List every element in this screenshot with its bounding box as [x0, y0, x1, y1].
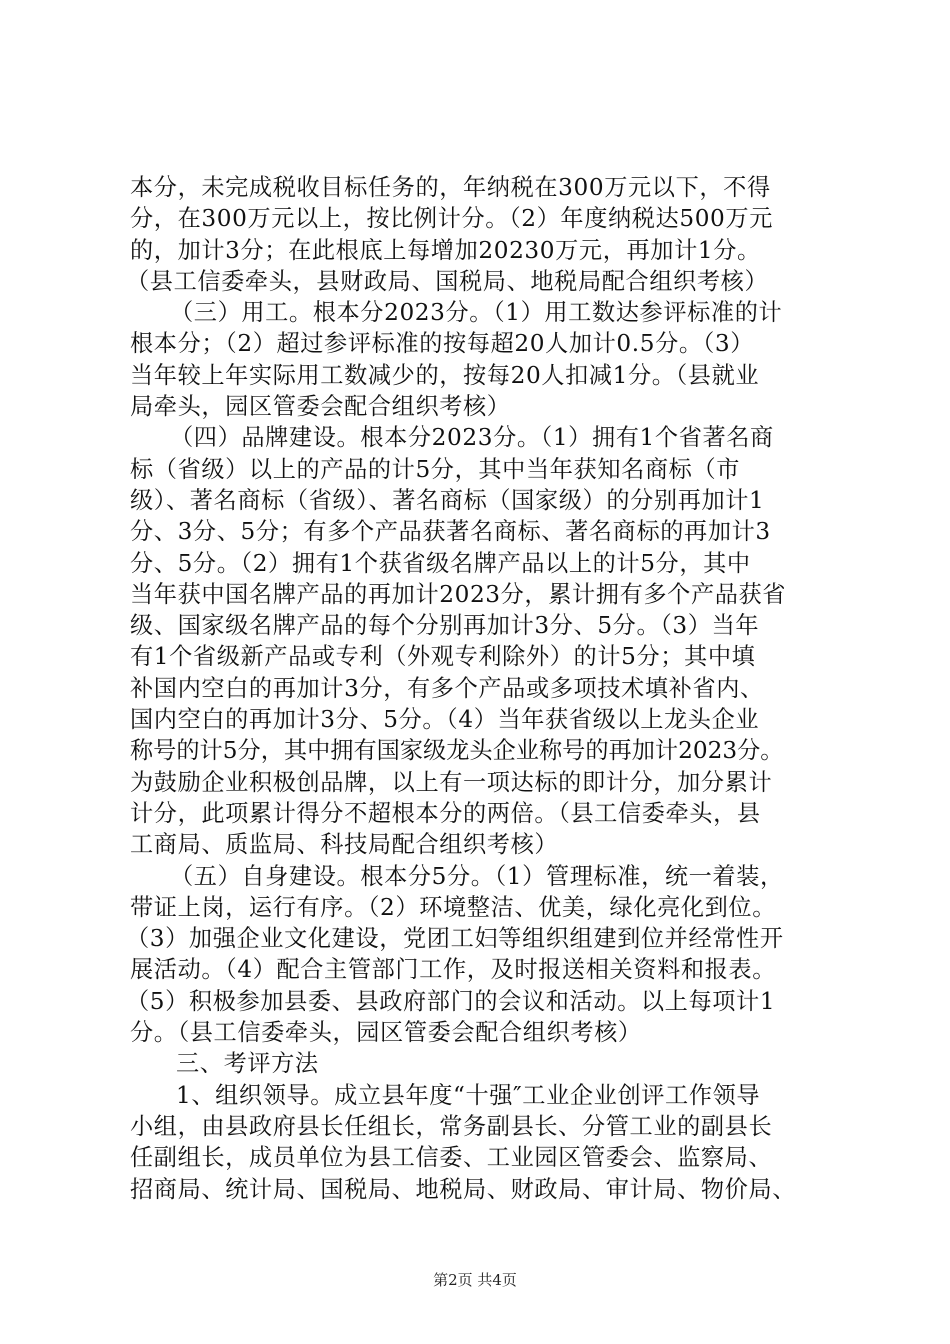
text-line: 有1个省级新产品或专利（外观专利除外）的计5分；其中填	[130, 643, 756, 671]
text-line: 分，在300万元以上，按比例计分。（2）年度纳税达500万元	[130, 205, 773, 233]
section-heading: 三、考评方法	[176, 1050, 319, 1078]
text-line: 根本分；（2）超过参评标准的按每超20人加计0.5分。（3）	[130, 330, 754, 358]
body-text	[126, 172, 850, 1205]
text-line: 国内空白的再加计3分、5分。（4）当年获省级以上龙头企业	[130, 706, 760, 734]
text-line: 计分，此项累计得分不超根本分的两倍。（县工信委牵头，县	[130, 799, 761, 827]
text-line: 招商局、统计局、国税局、地税局、财政局、审计局、物价局、	[130, 1175, 797, 1203]
text-line: 局牵头，园区管委会配合组织考核）	[130, 393, 511, 421]
text-line: 任副组长，成员单位为县工信委、工业园区管委会、监察局、	[130, 1144, 773, 1172]
page-number: 第2页 共4页	[433, 1271, 517, 1289]
text-line: 带证上岗，运行有序。（2）环境整洁、优美，绿化亮化到位。	[130, 893, 777, 921]
text-line: 分、5分。（2）拥有1个获省级名牌产品以上的计5分，其中	[130, 549, 751, 577]
text-line: 1、组织领导。成立县年度“十强″工业企业创评工作领导	[176, 1081, 761, 1109]
text-line: 称号的计5分，其中拥有国家级龙头企业称号的再加计2023分。	[130, 737, 784, 765]
text-line: 小组，由县政府县长任组长，常务副县长、分管工业的副县长	[130, 1112, 773, 1140]
text-line: 的，加计3分；在此根底上每增加20230万元，再加计1分。	[130, 236, 761, 264]
text-line: （五）自身建设。根本分5分。（1）管理标准，统一着装，	[170, 862, 784, 890]
text-line: 展活动。（4）配合主管部门工作，及时报送相关资料和报表。	[130, 956, 777, 984]
text-line: （三）用工。根本分2023分。（1）用工数达参评标准的计	[170, 299, 783, 327]
text-line: （县工信委牵头，县财政局、国税局、地税局配合组织考核）	[126, 267, 769, 295]
text-line: 本分，未完成税收目标任务的，年纳税在300万元以下，不得	[130, 174, 771, 201]
text-line: 当年较上年实际用工数减少的，按每20人扣减1分。（县就业	[130, 361, 760, 389]
text-line: 当年获中国名牌产品的再加计2023分，累计拥有多个产品获省	[130, 580, 787, 608]
text-line: 分。（县工信委牵头，园区管委会配合组织考核）	[130, 1019, 642, 1047]
text-line: 分、3分、5分；有多个产品获著名商标、著名商标的再加计3	[130, 518, 771, 546]
text-line: 级）、著名商标（省级）、著名商标（国家级）的分别再加计1	[130, 486, 765, 514]
text-line: 级、国家级名牌产品的每个分别再加计3分、5分。（3）当年	[130, 612, 760, 640]
text-line: 为鼓励企业积极创品牌，以上有一项达标的即计分，加分累计	[130, 768, 773, 796]
text-line: 标（省级）以上的产品的计5分，其中当年获知名商标（市	[130, 455, 741, 483]
text-line: 工商局、质监局、科技局配合组织考核）	[130, 831, 559, 859]
text-line: （四）品牌建设。根本分2023分。（1）拥有1个省著名商	[170, 424, 774, 452]
text-line: 补国内空白的再加计3分，有多个产品或多项技术填补省内、	[130, 674, 764, 702]
text-line: （5）积极参加县委、县政府部门的会议和活动。以上每项计1	[126, 987, 776, 1015]
text-line: （3）加强企业文化建设，党团工妇等组织组建到位并经常性开	[126, 925, 784, 953]
